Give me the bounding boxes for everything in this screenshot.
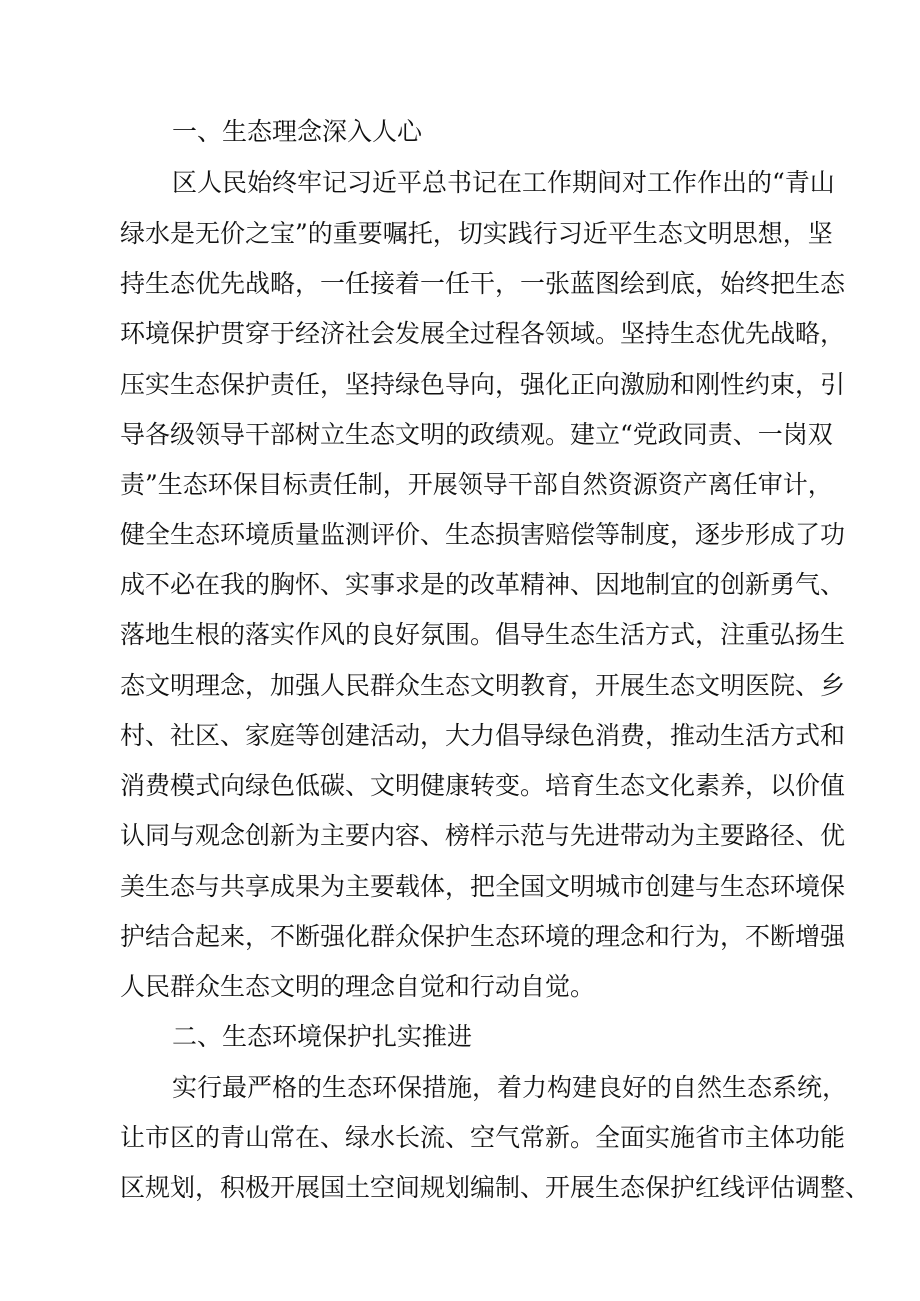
paragraph-line: 区规划，积极开展国土空间规划编制、开展生态保护红线评估调整、	[120, 1173, 871, 1202]
paragraph-line: 消费模式向绿色低碳、文明健康转变。培育生态文化素养，以价值	[120, 771, 846, 800]
paragraph-line: 责”生态环保目标责任制，开展领导干部自然资源资产离任审计，	[120, 470, 833, 499]
paragraph-line: 环境保护贯穿于经济社会发展全过程各领域。坚持生态优先战略，	[120, 319, 846, 348]
paragraph-line: 成不必在我的胸怀、实事求是的改革精神、因地制宜的创新勇气、	[120, 570, 846, 599]
paragraph-line: 区人民始终牢记习近平总书记在工作期间对工作作出的“青山	[172, 168, 835, 197]
paragraph-line: 护结合起来，不断强化群众保护生态环境的理念和行为，不断增强	[120, 922, 846, 951]
paragraph-line: 认同与观念创新为主要内容、榜样示范与先进带动为主要路径、优	[120, 821, 846, 850]
paragraph-line: 美生态与共享成果为主要载体，把全国文明城市创建与生态环境保	[120, 872, 846, 901]
paragraph-line: 村、社区、家庭等创建活动，大力倡导绿色消费，推动生活方式和	[120, 721, 846, 750]
paragraph-line: 实行最严格的生态环保措施，着力构建良好的自然生态系统，	[172, 1073, 848, 1102]
section-heading-2: 二、生态环境保护扎实推进	[172, 1022, 473, 1051]
paragraph-line: 人民群众生态文明的理念自觉和行动自觉。	[120, 972, 596, 1001]
paragraph-line: 让市区的青山常在、绿水长流、空气常新。全面实施省市主体功能	[120, 1123, 846, 1152]
paragraph-line: 导各级领导干部树立生态文明的政绩观。建立“党政同责、一岗双	[120, 420, 833, 449]
paragraph-line: 绿水是无价之宝”的重要嘱托，切实践行习近平生态文明思想，坚	[120, 219, 833, 248]
paragraph-line: 健全生态环境质量监测评价、生态损害赔偿等制度，逐步形成了功	[120, 520, 846, 549]
paragraph-line: 态文明理念，加强人民群众生态文明教育，开展生态文明医院、乡	[120, 671, 846, 700]
paragraph-line: 压实生态保护责任，坚持绿色导向，强化正向激励和刚性约束，引	[120, 370, 846, 399]
paragraph-line: 持生态优先战略，一任接着一任干，一张蓝图绘到底，始终把生态	[120, 269, 846, 298]
section-heading-1: 一、生态理念深入人心	[172, 117, 423, 146]
paragraph-line: 落地生根的落实作风的良好氛围。倡导生态生活方式，注重弘扬生	[120, 620, 846, 649]
